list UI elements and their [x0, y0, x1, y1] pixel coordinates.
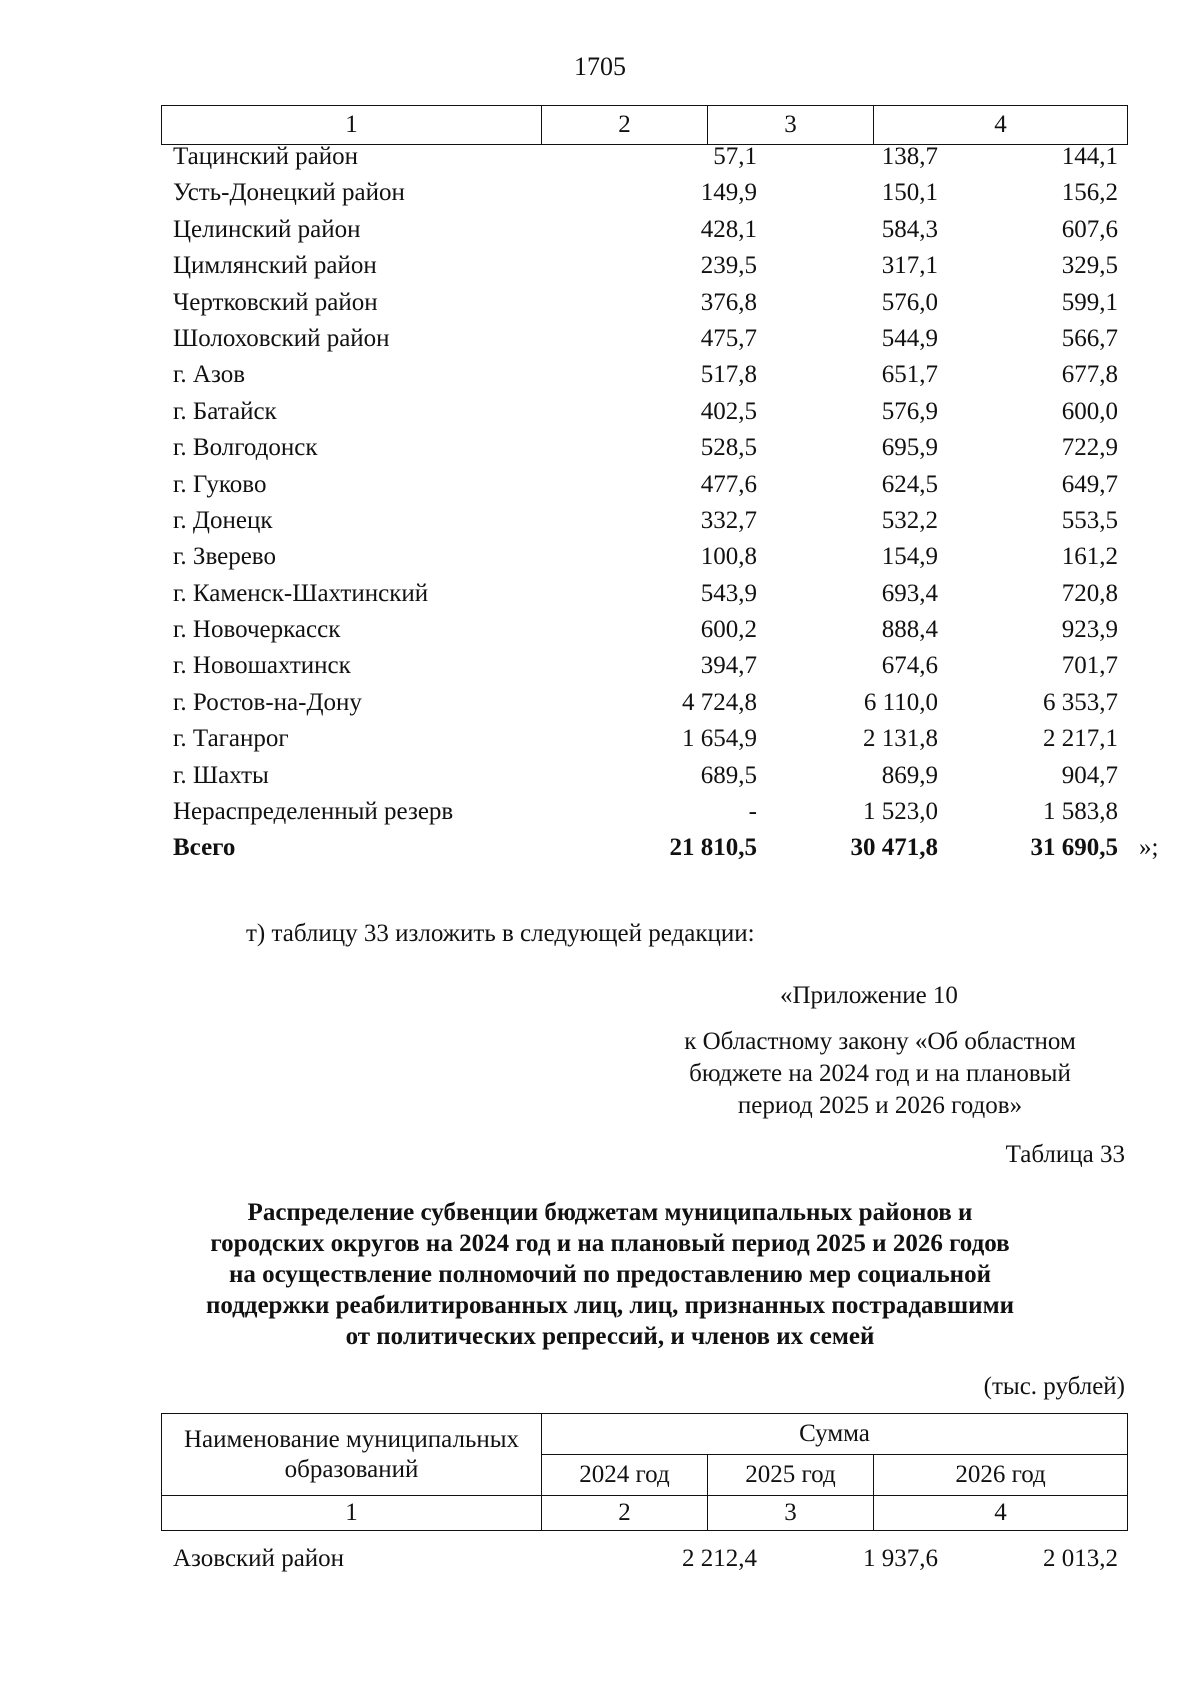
value-2025: 1 937,6 [863, 1545, 938, 1572]
row-name: г. Шахты [173, 761, 269, 789]
row-name: г. Азов [173, 361, 246, 389]
table2-body [161, 1545, 1127, 1581]
value-2026: 722,9 [1061, 434, 1118, 462]
value-2026: 720,8 [1061, 579, 1118, 607]
closing-quote: »; [1139, 834, 1159, 862]
page-number: 1705 [574, 52, 626, 81]
value-2025: 150,1 [881, 179, 938, 207]
appendix-title: «Приложение 10 [780, 982, 958, 1009]
value-2026: 566,7 [1061, 324, 1118, 352]
amendment-paragraph: т) таблицу 33 изложить в следующей редакции: [246, 920, 755, 947]
value-2025: 693,4 [881, 579, 938, 607]
row-name: г. Волгодонск [173, 434, 318, 462]
table-row [161, 398, 1127, 434]
value-2024: 517,8 [700, 361, 757, 389]
total-2025: 30 471,8 [850, 834, 938, 862]
value-2026: 144,1 [1061, 143, 1118, 170]
title-line: от политических репрессий, и членов их семей [345, 1323, 875, 1350]
value-2026: 161,2 [1061, 543, 1118, 571]
row-name: Целинский район [173, 215, 361, 243]
table1-col-1: 1 [162, 106, 542, 145]
value-2024: 376,8 [700, 288, 757, 316]
table-row [161, 143, 1127, 179]
value-2024: - [748, 798, 757, 826]
total-row [161, 834, 1159, 870]
year-header-2025: 2025 год [708, 1455, 874, 1496]
table-row [161, 1545, 1127, 1581]
table1-col-4: 4 [874, 106, 1128, 145]
table2-col-3: 3 [708, 1496, 874, 1531]
value-2025: 695,9 [881, 434, 938, 462]
sum-header: Сумма [542, 1414, 1128, 1455]
value-2025: 576,0 [881, 288, 938, 316]
title-line: на осуществление полномочий по предоставлению мер социальной [229, 1261, 991, 1288]
value-2024: 394,7 [700, 652, 757, 680]
year-header-2024: 2024 год [542, 1455, 708, 1496]
value-2025: 154,9 [881, 543, 938, 571]
row-name: г. Новочеркасск [173, 616, 341, 644]
table-row [161, 689, 1127, 725]
value-2026: 599,1 [1061, 288, 1118, 316]
value-2024: 477,6 [700, 470, 757, 498]
table-row [161, 580, 1127, 616]
col-name-header-line: образований [284, 1455, 419, 1483]
table-row [161, 725, 1127, 761]
value-2024: 543,9 [700, 579, 757, 607]
row-name: Цимлянский район [173, 252, 377, 280]
row-name: г. Зверево [173, 543, 276, 571]
value-2026: 6 353,7 [1043, 688, 1118, 716]
row-name: Шолоховский район [173, 324, 390, 352]
row-name: г. Таганрог [173, 725, 289, 753]
value-2024: 689,5 [700, 761, 757, 789]
row-name: г. Новошахтинск [173, 652, 351, 680]
value-2024: 239,5 [700, 252, 757, 280]
table-row [161, 762, 1127, 798]
table2-col-1: 1 [162, 1496, 542, 1531]
appendix-ref-line: бюджете на 2024 год и на плановый [689, 1060, 1071, 1087]
total-2026: 31 690,5 [1030, 834, 1118, 862]
table2-col-4: 4 [874, 1496, 1128, 1531]
appendix-reference [640, 1026, 1120, 1122]
value-2025: 2 131,8 [863, 725, 938, 753]
table1-col-2: 2 [542, 106, 708, 145]
title-line: городских округов на 2024 год и на плановый период 2025 и 2026 годов [210, 1230, 1010, 1257]
table-row [161, 652, 1127, 688]
row-name: Тацинский район [173, 143, 358, 170]
appendix-ref-line: к Областному закону «Об областном [684, 1028, 1076, 1055]
value-2024: 402,5 [700, 397, 757, 425]
value-2026: 677,8 [1061, 361, 1118, 389]
value-2024: 4 724,8 [682, 688, 757, 716]
value-2025: 1 523,0 [863, 798, 938, 826]
value-2025: 138,7 [881, 143, 938, 170]
table-row [161, 507, 1127, 543]
table-row [161, 252, 1127, 288]
table-row [161, 434, 1127, 470]
value-2026: 649,7 [1061, 470, 1118, 498]
row-name: г. Донецк [173, 506, 273, 534]
value-2024: 600,2 [700, 616, 757, 644]
table2-col-2: 2 [542, 1496, 708, 1531]
table-row [161, 798, 1127, 834]
value-2026: 923,9 [1061, 616, 1118, 644]
row-name: Чертковский район [173, 288, 378, 316]
table-row [161, 216, 1127, 252]
value-2025: 584,3 [881, 215, 938, 243]
total-2024: 21 810,5 [669, 834, 757, 862]
value-2025: 532,2 [881, 506, 938, 534]
value-2025: 317,1 [881, 252, 938, 280]
value-2025: 624,5 [881, 470, 938, 498]
value-2024: 57,1 [713, 143, 757, 170]
title-line: поддержки реабилитированных лиц, лиц, признанных пострадавшими [205, 1292, 1015, 1319]
table-row [161, 471, 1127, 507]
value-2026: 156,2 [1061, 179, 1118, 207]
table-row [161, 325, 1127, 361]
value-2026: 329,5 [1061, 252, 1118, 280]
value-2024: 2 212,4 [682, 1545, 757, 1572]
value-2025: 6 110,0 [863, 688, 938, 716]
value-2025: 869,9 [881, 761, 938, 789]
value-2024: 428,1 [700, 215, 757, 243]
table-row [161, 289, 1127, 325]
row-name: г. Каменск-Шахтинский [173, 579, 429, 607]
value-2025: 674,6 [881, 652, 938, 680]
col-name-header [162, 1414, 542, 1496]
table-number: Таблица 33 [1005, 1141, 1125, 1168]
value-2024: 528,5 [700, 434, 757, 462]
row-name: Азовский район [173, 1545, 345, 1572]
row-name: Усть-Донецкий район [173, 179, 405, 207]
value-2026: 2 013,2 [1043, 1545, 1118, 1572]
col-name-header-line: Наименование муниципальных [183, 1425, 520, 1453]
value-2024: 332,7 [700, 506, 757, 534]
table-row [161, 543, 1127, 579]
value-2026: 701,7 [1061, 652, 1118, 680]
value-2025: 576,9 [881, 397, 938, 425]
table-row [161, 616, 1127, 652]
value-2026: 2 217,1 [1043, 725, 1118, 753]
total-label: Всего [173, 834, 236, 862]
row-name: Нераспределенный резерв [173, 798, 454, 826]
table1-header [161, 105, 1128, 145]
value-2026: 600,0 [1061, 397, 1118, 425]
table-title [140, 1197, 1080, 1352]
table-row [161, 361, 1127, 397]
value-2026: 553,5 [1061, 506, 1118, 534]
value-2025: 651,7 [881, 361, 938, 389]
value-2024: 100,8 [700, 543, 757, 571]
table-row [161, 179, 1127, 215]
value-2025: 888,4 [881, 616, 938, 644]
year-header-2026: 2026 год [874, 1455, 1128, 1496]
value-2024: 149,9 [700, 179, 757, 207]
value-2024: 475,7 [700, 324, 757, 352]
value-2026: 607,6 [1061, 215, 1118, 243]
appendix-ref-line: период 2025 и 2026 годов» [737, 1092, 1023, 1119]
table1-body [161, 143, 1159, 871]
title-line: Распределение субвенции бюджетам муниципальных районов и [247, 1199, 973, 1226]
table1-col-3: 3 [708, 106, 874, 145]
value-2026: 904,7 [1061, 761, 1118, 789]
row-name: г. Ростов-на-Дону [173, 688, 362, 716]
row-name: г. Батайск [173, 397, 277, 425]
value-2025: 544,9 [881, 324, 938, 352]
row-name: г. Гуково [173, 470, 267, 498]
units-label: (тыс. рублей) [983, 1373, 1125, 1400]
table2-header [161, 1413, 1128, 1531]
value-2026: 1 583,8 [1043, 798, 1118, 826]
value-2024: 1 654,9 [682, 725, 757, 753]
